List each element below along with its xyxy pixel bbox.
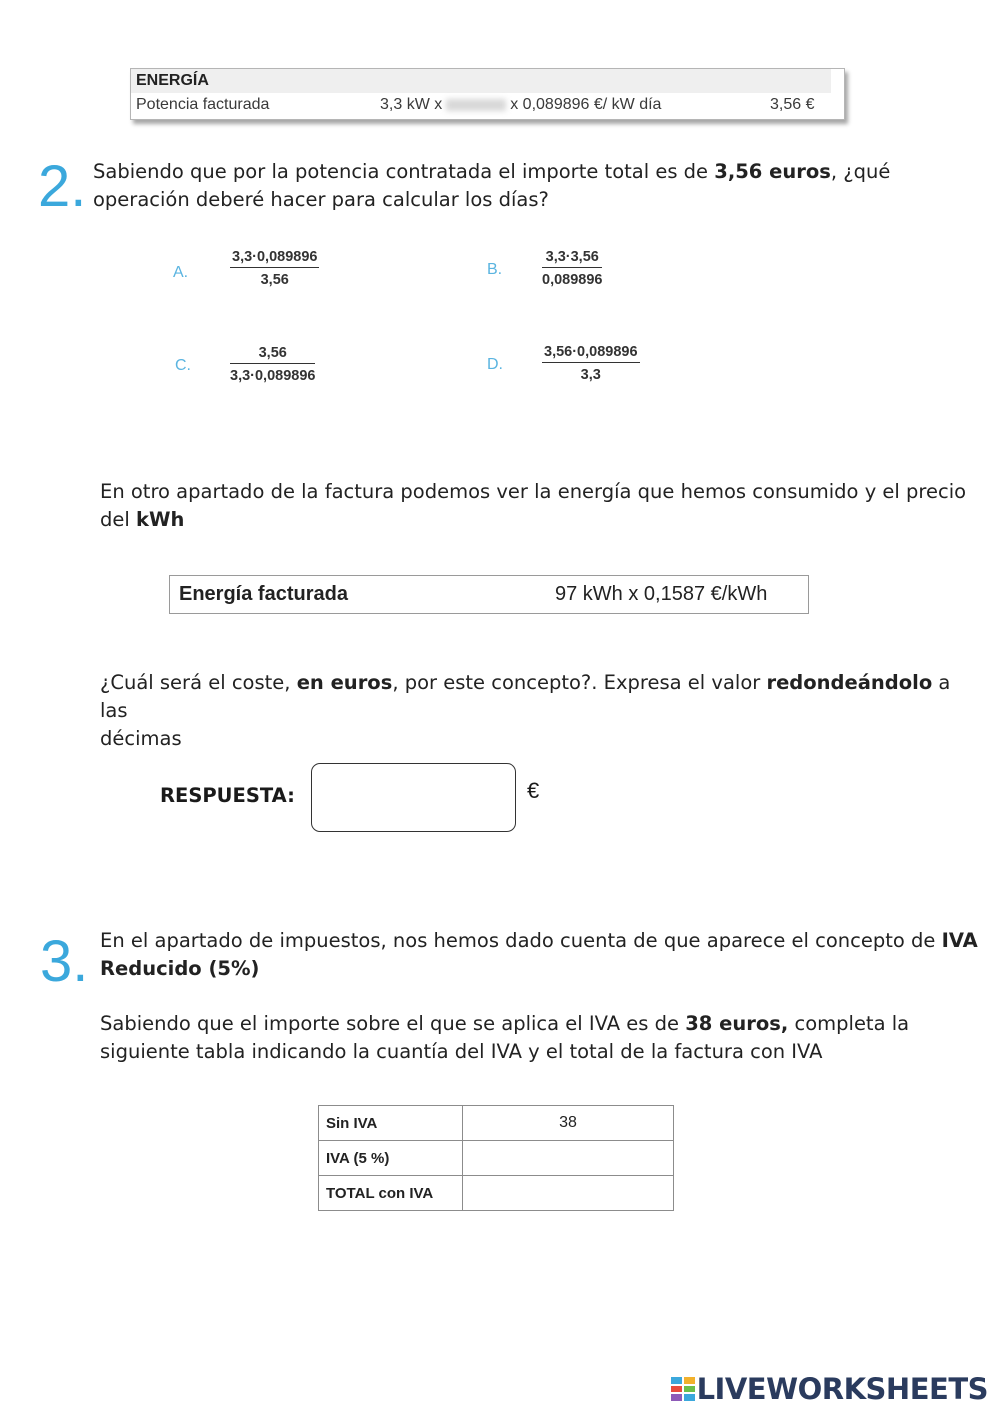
option-d-denominator: 3,3	[580, 367, 601, 383]
liveworksheets-logo	[671, 1372, 988, 1406]
liveworksheets-logo-text: LIVEWORKSHEETS	[696, 1372, 988, 1406]
answer-label: RESPUESTA:	[160, 784, 295, 807]
cost-q-text-2: , por este concepto?. Expresa el valor	[392, 671, 767, 694]
energy-paragraph	[100, 478, 980, 534]
option-a-denominator: 3,56	[260, 272, 289, 288]
question-2-number: 2.	[38, 154, 87, 219]
energy-row	[131, 95, 844, 117]
q2-bold-amount: 3,56 euros	[714, 160, 831, 183]
cost-question	[100, 669, 980, 753]
liveworksheets-logo-icon	[671, 1377, 695, 1401]
table-row	[319, 1141, 674, 1176]
energy-paragraph-line-1: En otro apartado de la factura podemos ver la energía que hemos consumido y el precio	[100, 480, 967, 503]
energy-paragraph-kwh: kWh	[136, 508, 185, 531]
energy-title: ENERGÍA	[136, 72, 209, 89]
q3-p2-text-1: Sabiendo que el importe sobre el que se aplica el IVA es de	[100, 1012, 686, 1035]
option-c-fraction[interactable]	[230, 345, 315, 384]
iva-row-label-total: TOTAL con IVA	[319, 1176, 463, 1211]
q2-text-1: Sabiendo que por la potencia contratada el importe total es de	[93, 160, 715, 183]
option-d-fraction[interactable]	[542, 344, 640, 383]
option-b-numerator: 3,3·3,56	[542, 249, 602, 268]
cost-q-text-3: a las	[100, 671, 951, 722]
energy-invoice-box	[130, 68, 845, 120]
cost-q-text-1: ¿Cuál será el coste,	[100, 671, 297, 694]
question-3-paragraph-2	[100, 1010, 980, 1066]
q3-text-1: En el apartado de impuestos, nos hemos dado cuenta de que aparece el concepto de	[100, 929, 942, 952]
energy-billed-box	[169, 575, 809, 614]
table-row	[319, 1176, 674, 1211]
iva-row-label-sin-iva: Sin IVA	[319, 1106, 463, 1141]
iva-input-iva[interactable]	[463, 1141, 674, 1176]
question-3-text	[100, 927, 980, 983]
option-a-letter[interactable]: A.	[173, 264, 189, 281]
option-d-numerator: 3,56·0,089896	[542, 344, 640, 363]
option-b-letter[interactable]: B.	[487, 261, 503, 278]
iva-input-total[interactable]	[463, 1176, 674, 1211]
option-a-numerator: 3,3·0,089896	[230, 249, 319, 268]
option-c-letter[interactable]: C.	[175, 357, 191, 374]
q2-line-2: operación deberé hacer para calcular los días?	[93, 188, 549, 211]
energy-row-formula	[380, 96, 661, 114]
energy-billed-formula: 97 kWh x 0,1587 €/kWh	[555, 583, 768, 605]
q3-bold-iva: IVA	[941, 929, 978, 952]
option-d-letter[interactable]: D.	[487, 356, 503, 373]
question-2-text	[93, 158, 973, 214]
q3-bold-reducido: Reducido (5%)	[100, 957, 260, 980]
option-c-numerator: 3,56	[230, 345, 315, 364]
option-c-denominator: 3,3·0,089896	[230, 368, 316, 384]
option-b-denominator: 0,089896	[542, 272, 603, 288]
cost-q-bold-1: en euros	[296, 671, 393, 694]
option-a-fraction[interactable]	[230, 249, 319, 288]
cost-q-line-2: décimas	[100, 727, 182, 750]
answer-input[interactable]	[311, 763, 516, 832]
iva-row-value-sin-iva: 38	[463, 1106, 674, 1141]
iva-row-label-iva: IVA (5 %)	[319, 1141, 463, 1176]
blurred-days-value	[446, 99, 506, 111]
energy-row-label: Potencia facturada	[136, 96, 270, 113]
cost-q-bold-2: redondeándolo	[766, 671, 933, 694]
q3-p2-text-2: completa la	[788, 1012, 910, 1035]
iva-table	[318, 1105, 674, 1211]
q3-p2-line-2: siguiente tabla indicando la cuantía del IVA y el total de la factura con IVA	[100, 1040, 823, 1063]
euro-unit: €	[527, 778, 540, 803]
q2-text-2: , ¿qué	[830, 160, 891, 183]
energy-paragraph-line-2: del	[100, 508, 136, 531]
energy-header	[131, 69, 831, 93]
q3-p2-bold: 38 euros,	[685, 1012, 789, 1035]
table-row	[319, 1106, 674, 1141]
energy-row-amount: 3,56 €	[770, 96, 815, 113]
question-3-number: 3.	[40, 929, 89, 994]
energy-row-formula-right: x 0,089896 €/ kW día	[510, 96, 662, 113]
option-b-fraction[interactable]	[542, 249, 602, 288]
energy-billed-label: Energía facturada	[179, 583, 348, 605]
energy-row-formula-left: 3,3 kW x	[380, 96, 443, 113]
